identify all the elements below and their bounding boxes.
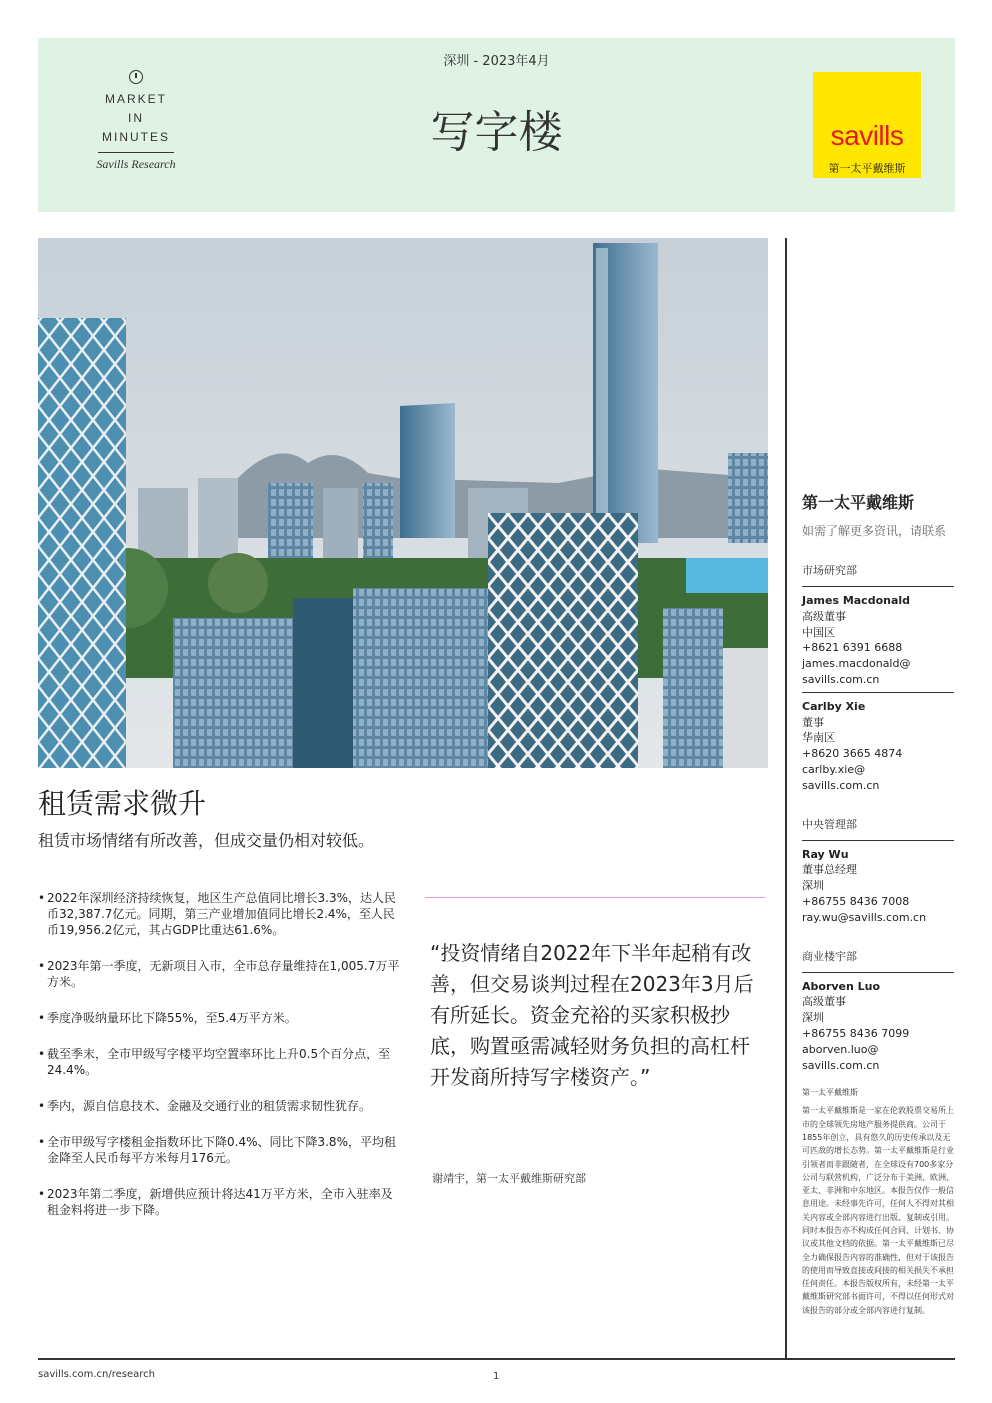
badge-subtitle: Savills Research [96,157,176,171]
clock-icon [129,70,143,84]
contact-card [802,593,954,688]
badge-line: MARKET [104,92,167,106]
contact-name: Carlby Xie [802,699,866,713]
footer-url[interactable]: savills.com.cn/research [38,1369,155,1380]
dateline: 深圳 - 2023年4月 [443,54,550,69]
list-item: • 2023年第二季度，新增供应预计将达41万平方米，全市入驻率及租金料将进一步下降。 [38,1186,403,1218]
list-item: • 季内，源自信息技术、金融及交通行业的租赁需求韧性犹存。 [38,1098,403,1114]
contact-phone[interactable]: +8621 6391 6688 [802,641,903,655]
footer-rule [38,1358,955,1360]
contact-email-domain[interactable]: savills.com.cn [802,778,880,792]
contact-region: 华南区 [802,731,835,745]
disclaimer-title: 第一太平戴维斯 [802,1088,858,1098]
contact-region: 中国区 [802,625,835,639]
contact-phone[interactable]: +86755 8436 7008 [802,894,910,908]
contact-role: 高级董事 [802,995,846,1009]
contact-role: 高级董事 [802,609,846,623]
contact-phone[interactable]: +8620 3665 4874 [802,747,903,761]
contact-region: 深圳 [802,879,824,893]
contact-card [802,979,954,1074]
sidebar-title: 第一太平戴维斯 [802,493,915,512]
skyline-illustration [38,238,768,768]
contact-email[interactable]: ray.wu@savills.com.cn [802,910,927,924]
contact-sidebar [802,490,954,1317]
contact-separator [802,692,954,693]
page-number: 1 [493,1371,500,1382]
contact-card [802,699,954,794]
header-banner [38,38,955,212]
contact-name: Aborven Luo [802,979,881,993]
pull-quote: “投资情绪自2022年下半年起稍有改善，但交易谈判过程在2023年3月后有所延长。资金充裕的买家积极抄底，购置亟需减轻财务负担的高杠杆开发商所持写字楼资产。” [430,941,754,1089]
badge-line: MINUTES [102,130,170,144]
department-name: 中央管理部 [802,816,954,841]
badge-line: IN [128,111,144,125]
logo-chinese: 第一太平戴维斯 [828,162,906,175]
savills-logo [813,72,921,178]
department-name: 市场研究部 [802,562,954,587]
article-subheading: 租赁市场情绪有所改善，但成交量仍相对较低。 [38,831,375,850]
contact-name: James Macdonald [802,594,911,607]
disclaimer-text: 第一太平戴维斯是一家在伦敦股票交易所上市的全球领先房地产服务提供商。公司于1855年创立，具有悠久的历史传承以及无可匹敌的增长态势。第一太平戴维斯是行业引领者而非跟随者，在全球设有700多家分公司与联营机构，广泛分布于美洲、欧洲、亚太、非洲和中东地区。本报告仅作一般信息用途。未经事先许可，任何人不得对其相关内容或全部内容进行出版、复制或引用。同时本报告亦不构成任何合同、计划书、协议或其他文档的依据。第一太平戴维斯已尽全力确保报告内容的准确性，但对于该报告的使用而导致直接或间接的相关损失不承担任何责任。本报告版权所有，未经第一太平戴维斯研究部书面许可，不得以任何形式对该报告的部分或全部内容进行复制。 [802,1106,954,1315]
page-title: 写字楼 [430,107,563,158]
contact-role: 董事 [802,715,824,729]
contact-phone[interactable]: +86755 8436 7099 [802,1026,910,1040]
contact-email-domain[interactable]: savills.com.cn [802,1058,880,1072]
contact-role: 董事总经理 [802,863,857,877]
quote-attribution: 谢靖宇，第一太平戴维斯研究部 [432,1172,586,1185]
list-item: • 截至季末，全市甲级写字楼平均空置率环比上升0.5个百分点，至24.4%。 [38,1046,403,1078]
contact-email-domain[interactable]: savills.com.cn [802,672,880,686]
list-item: • 2022年深圳经济持续恢复，地区生产总值同比增长3.3%，达人民币32,387.7亿元。同期，第三产业增加值同比增长2.4%，至人民币19,956.2亿元，其占GDP比重达61.6%。 [38,890,403,938]
list-item: • 全市甲级写字楼租金指数环比下降0.4%、同比下降3.8%，平均租金降至人民币每平方米每月176元。 [38,1134,403,1166]
article-heading: 租赁需求微升 [38,787,207,820]
department-name: 商业楼宇部 [802,948,954,973]
logo-brand: savills [830,120,904,151]
list-item: • 2023年第一季度，无新项目入市，全市总存量维持在1,005.7万平方米。 [38,958,403,990]
contact-email[interactable]: carlby.xie@ [802,762,866,776]
skyline-photo [38,238,768,768]
sidebar-divider [785,238,787,1358]
list-item: • 季度净吸纳量环比下降55%，至5.4万平方米。 [38,1010,403,1026]
contact-region: 深圳 [802,1011,824,1025]
contact-email[interactable]: aborven.luo@ [802,1042,879,1056]
contact-email[interactable]: james.macdonald@ [802,657,911,671]
contact-card [802,847,954,926]
sidebar-intro: 如需了解更多资讯，请联系 [802,524,947,538]
quote-divider [425,897,765,898]
key-points-list [38,890,403,1238]
contact-name: Ray Wu [802,847,849,861]
